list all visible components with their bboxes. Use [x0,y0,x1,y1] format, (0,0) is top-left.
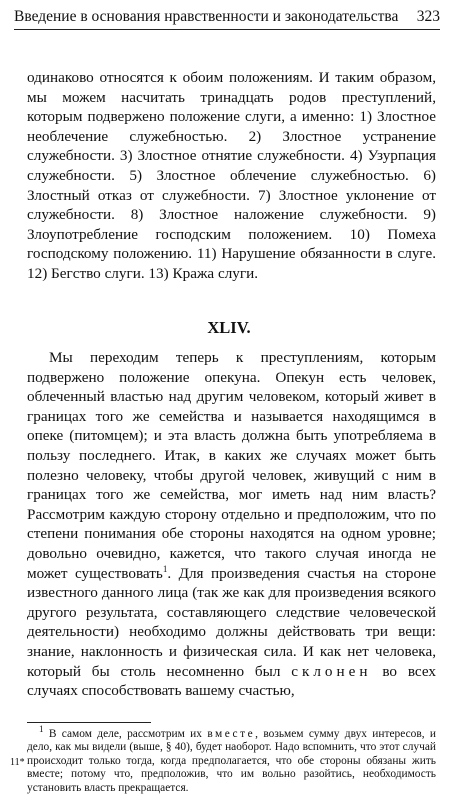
running-header [14,6,440,30]
header-title: Введение в основания нравственности и законодательства [14,8,399,25]
paragraph-guardian [27,348,436,701]
footnote-divider [27,722,151,723]
paragraph-servant-offenses: одинаково относятся к обоим положениям. И таким образом, мы можем насчитать тринадцать родов преступлений, которым подвержено положение слуги, а именно: 1) Злостное необлечение служебностью. 2) Злостное устранение служебности. 3) Злостное отнятие служебности. 4) Узурпация служебности. 5) Злостное облечение служебностью. 6) Злостный отказ от служебности. 7) Злостное уклонение от служебности. 8) Злостное наложение служебности. 9) Злоупотребление господским положением. 10) Помеха господскому положению. 11) Нарушение обязанности в слуге. 12) Бегство слуги. 13) Кража слуги. [27,69,436,282]
footnote [27,724,436,795]
footnote-part: В самом деле, рассмотрим их [43,728,208,740]
footnote-emphasis: вместе [207,728,256,740]
section-heading: XLIV. [207,318,251,337]
paragraph-part: Мы переходим теперь к преступлениям, которым подвержено положение опекуна. Опекун есть человек, облеченный властью над другим человеком, который живет в границах того же семейства и называется находящимся в опеке (питомцем); и эта власть должна быть употребляема в пользу последнего. Итак, в каких же случаях может быть полезно человеку, чтобы другой человек, живущий с ним в границах того же семейства, мог иметь над ним власть? Рассмотрим каждую сторону отдельно и предположим, что по степени понимания обе стороны находятся на одном уровне; довольно очевидно, кажется, что такого случая иногда не может существовать [27,349,436,582]
footnote-part: , возьмем сумму двух интересов, и дело, как мы видели (выше, § 40), будет наоборот. Надо вспомнить, что этот случай происходит только тогда, когда предполагается, что обе стороны обязаны жить вместе; потому что, предположив, что им вольно разойтись, необходимость установить власть прекращается. [27,728,436,794]
emphasized-word: склонен [291,662,372,680]
footnote-marker: 1 [39,724,44,735]
paragraph-part: во всех случаях способствовать вашему счастью, [27,662,436,700]
page-number: 323 [416,8,440,25]
footnote-reference[interactable]: 1 [162,563,168,574]
printer-signature: 11* [10,757,25,768]
paragraph-part: . Для произведения счастья на стороне известного данного лица (так же как для произведения всякого другого результата, составляющего следствие человеческой деятельности) необходимо должны действовать три вещи: знание, наклонность и физическая сила. И как нет человека, который бы столь несомненно был [27,564,436,680]
